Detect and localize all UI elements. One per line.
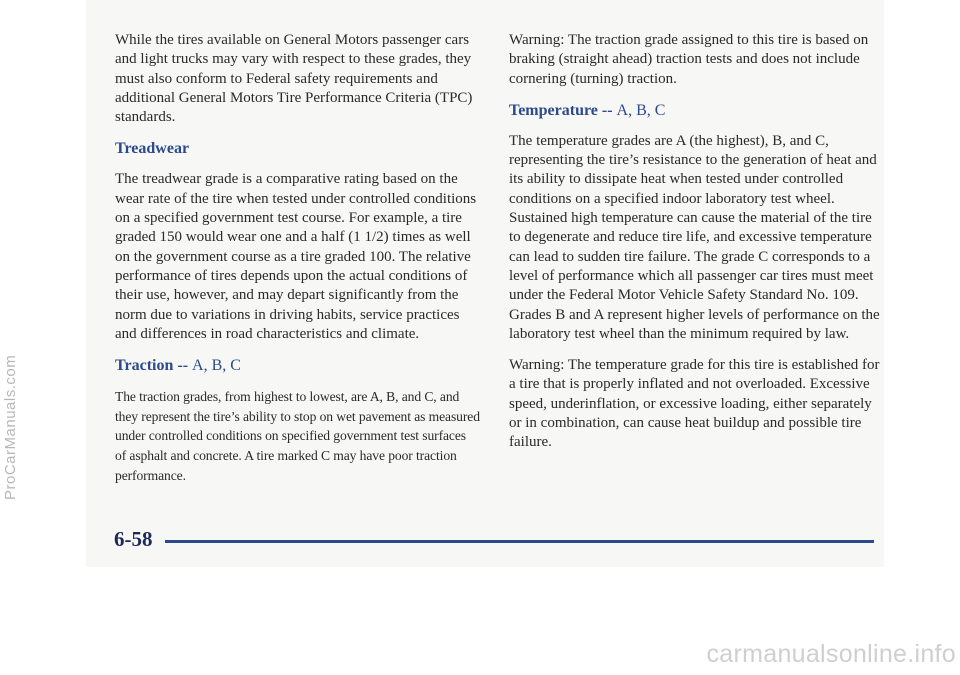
traction-heading-text: Traction -- [115,357,193,375]
temperature-paragraph: The temperature grades are A (the highest), B, and C, representing the tire’s resistance to the generation of heat and its ability to dissipate heat when tested under controlled conditions on a specified indoor laboratory test wheel. Sustained high temperature can cause the material of the tire to degenerate and reduce tire life, and excessive temperature can lead to sudden tire failure. The grade C corresponds to a level of performance which all passenger car tires must meet under the Federal Motor Vehicle Safety Standard No. 109. Grades B and A represent higher levels of performance on the laboratory test wheel than the minimum required by law. [509,132,880,342]
traction-grades: A, B, C [192,357,241,375]
traction-warning-paragraph: Warning: The traction grade assigned to this tire is based on braking (straight ahead) traction tests and does not include cornering (turning) traction. [509,32,869,87]
page-number: 6-58 [114,527,153,551]
intro-paragraph: While the tires available on General Motors passenger cars and light trucks may vary with respect to these grades, they must also conform to Federal safety requirements and additional General Motors Tire Performance Criteria (TPC) standards. [115,32,473,126]
footer-rule [165,540,874,543]
right-column [509,31,884,453]
temperature-heading-text: Temperature -- [509,101,617,119]
traction-paragraph: The traction grades, from highest to lowest, are A, B, and C, and they represent the tire’s ability to stop on wet pavement as measured under controlled conditions on specified government test surfaces of asphalt and concrete. A tire marked C may have poor traction performance. [115,389,480,483]
side-watermark: ProCarManuals.com [2,354,19,500]
traction-heading [115,356,480,376]
treadwear-paragraph: The treadwear grade is a comparative rating based on the wear rate of the tire when tested under controlled conditions on a specified government test course. For example, a tire graded 150 would wear one and a half (1 1/2) times as well on the government course as a tire graded 100. The relative performance of tires depends upon the actual conditions of their use, however, and may depart significantly from the norm due to variations in driving habits, service practices and differences in road characteristics and climate. [115,171,477,342]
treadwear-heading [115,139,480,159]
treadwear-heading-text: Treadwear [115,140,190,158]
temperature-warning-paragraph: Warning: The temperature grade for this tire is established for a tire that is properly inflated and not overloaded. Excessive speed, underinflation, or excessive loading, either separately or in combination, can cause heat buildup and possible tire failure. [509,357,880,451]
left-column [115,31,480,485]
temperature-grades: A, B, C [616,101,666,119]
bottom-watermark: carmanualsonline.info [706,640,956,668]
temperature-heading [509,101,884,121]
